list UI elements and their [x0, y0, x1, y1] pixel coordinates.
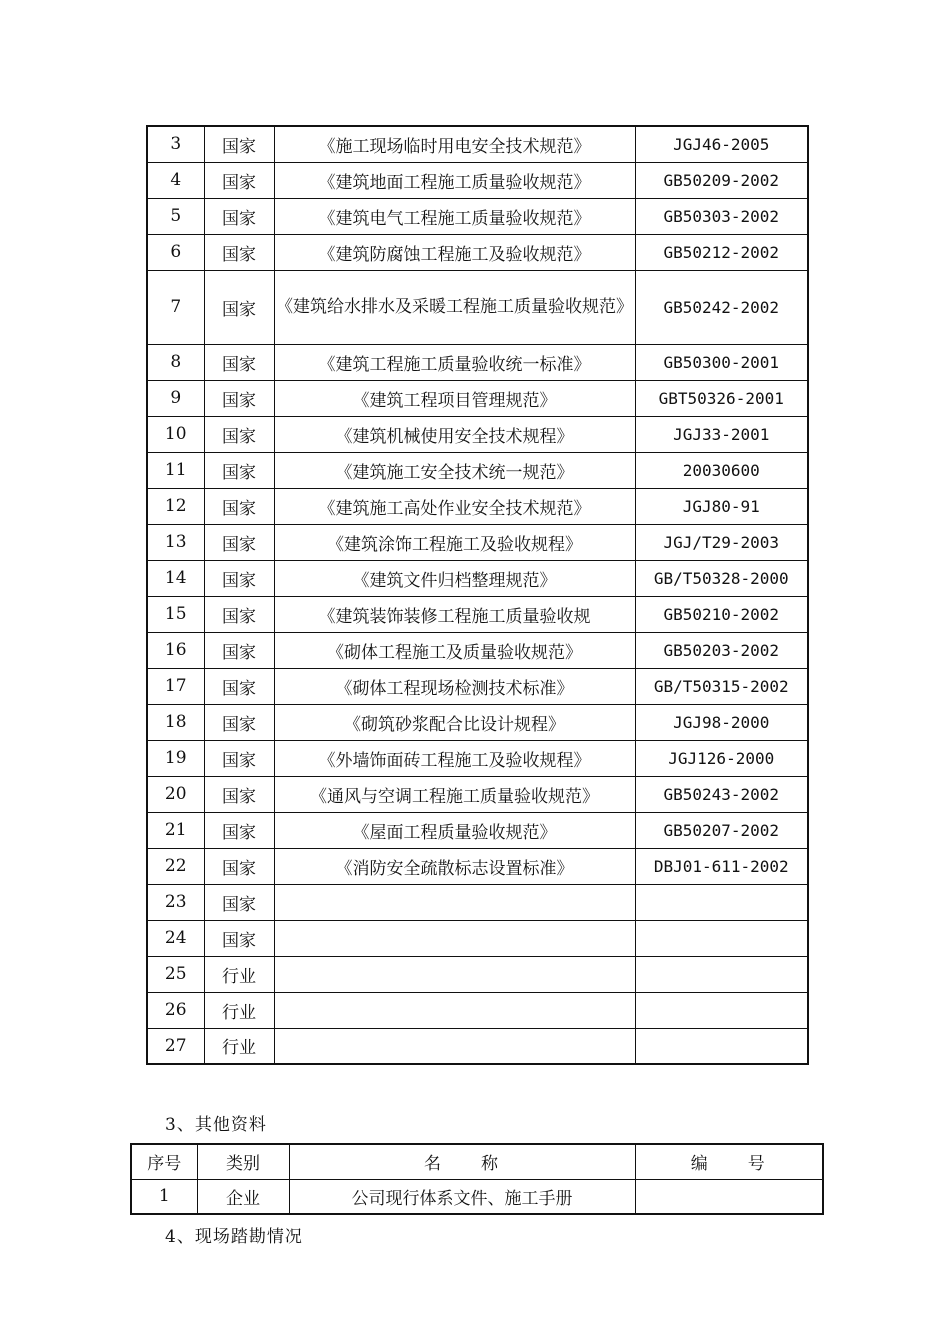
row-name [274, 1028, 635, 1064]
row-no: 27 [147, 1028, 204, 1064]
row-name: 《建筑电气工程施工质量验收规范》 [274, 198, 635, 234]
row-code: GB50210-2002 [635, 596, 808, 632]
table-row [147, 632, 808, 668]
row-code: GB/T50315-2002 [635, 668, 808, 704]
row-name: 《通风与空调工程施工质量验收规范》 [274, 776, 635, 812]
row-no: 14 [147, 560, 204, 596]
row-level: 国家 [204, 198, 274, 234]
row-name [274, 920, 635, 956]
row-level: 国家 [204, 812, 274, 848]
row-level: 国家 [204, 488, 274, 524]
row-code: JGJ33-2001 [635, 416, 808, 452]
row-no: 12 [147, 488, 204, 524]
row-name: 《砌体工程现场检测技术标准》 [274, 668, 635, 704]
row-no: 25 [147, 956, 204, 992]
table-row [147, 380, 808, 416]
row-name: 《消防安全疏散标志设置标准》 [274, 848, 635, 884]
section-4-heading: 4、现场踏勘情况 [165, 1227, 303, 1247]
row-name: 《建筑给水排水及采暖工程施工质量验收规范》 [274, 270, 635, 344]
table-row [131, 1179, 823, 1214]
row-level: 国家 [204, 884, 274, 920]
table-row [147, 992, 808, 1028]
table-row [147, 848, 808, 884]
header-no: 序号 [131, 1144, 197, 1179]
row-no: 26 [147, 992, 204, 1028]
row-level: 国家 [204, 270, 274, 344]
table-row [147, 668, 808, 704]
row-level: 行业 [204, 956, 274, 992]
table-row [147, 162, 808, 198]
row-no: 20 [147, 776, 204, 812]
row-no: 18 [147, 704, 204, 740]
header-code: 编 号 [635, 1144, 823, 1179]
row-no: 5 [147, 198, 204, 234]
row-code: JGJ126-2000 [635, 740, 808, 776]
table-row [147, 1028, 808, 1064]
row-code: JGJ80-91 [635, 488, 808, 524]
row-level: 行业 [204, 1028, 274, 1064]
table-row [147, 198, 808, 234]
row-code [635, 1179, 823, 1214]
row-code: DBJ01-611-2002 [635, 848, 808, 884]
row-code [635, 1028, 808, 1064]
row-code: GB50300-2001 [635, 344, 808, 380]
table-row [147, 776, 808, 812]
row-level: 国家 [204, 560, 274, 596]
table-row [147, 524, 808, 560]
row-code [635, 920, 808, 956]
table-row [147, 956, 808, 992]
row-no: 24 [147, 920, 204, 956]
row-code: GB50242-2002 [635, 270, 808, 344]
table-row [147, 416, 808, 452]
row-no: 16 [147, 632, 204, 668]
row-code: GB50243-2002 [635, 776, 808, 812]
row-code: GB50203-2002 [635, 632, 808, 668]
table-row [147, 344, 808, 380]
row-name [274, 992, 635, 1028]
row-code: JGJ98-2000 [635, 704, 808, 740]
row-code [635, 956, 808, 992]
row-code [635, 992, 808, 1028]
table-row [147, 812, 808, 848]
row-category: 企业 [197, 1179, 289, 1214]
row-name: 《建筑施工安全技术统一规范》 [274, 452, 635, 488]
row-no: 1 [131, 1179, 197, 1214]
row-no: 6 [147, 234, 204, 270]
row-no: 8 [147, 344, 204, 380]
row-no: 7 [147, 270, 204, 344]
table-row [147, 560, 808, 596]
row-name: 《外墙饰面砖工程施工及验收规程》 [274, 740, 635, 776]
row-level: 国家 [204, 452, 274, 488]
row-code: 20030600 [635, 452, 808, 488]
row-code: GB/T50328-2000 [635, 560, 808, 596]
row-code: GB50207-2002 [635, 812, 808, 848]
row-level: 国家 [204, 344, 274, 380]
row-name: 《建筑地面工程施工质量验收规范》 [274, 162, 635, 198]
row-level: 国家 [204, 632, 274, 668]
table-row [147, 704, 808, 740]
row-name [274, 884, 635, 920]
row-name: 《建筑工程施工质量验收统一标准》 [274, 344, 635, 380]
row-name: 《屋面工程质量验收规范》 [274, 812, 635, 848]
table-row [147, 488, 808, 524]
row-name: 《建筑机械使用安全技术规程》 [274, 416, 635, 452]
row-name: 《建筑装饰装修工程施工质量验收规 [274, 596, 635, 632]
section-3-heading: 3、其他资料 [165, 1115, 267, 1135]
row-level: 国家 [204, 740, 274, 776]
table-row [147, 596, 808, 632]
row-no: 21 [147, 812, 204, 848]
row-no: 23 [147, 884, 204, 920]
row-no: 22 [147, 848, 204, 884]
row-no: 10 [147, 416, 204, 452]
table-row [147, 126, 808, 162]
row-no: 4 [147, 162, 204, 198]
row-level: 国家 [204, 416, 274, 452]
table-row [147, 920, 808, 956]
standards-table [146, 125, 809, 1065]
other-table-header-row [131, 1144, 823, 1179]
header-category: 类别 [197, 1144, 289, 1179]
row-level: 国家 [204, 380, 274, 416]
row-no: 11 [147, 452, 204, 488]
row-level: 国家 [204, 126, 274, 162]
row-name: 《建筑施工高处作业安全技术规范》 [274, 488, 635, 524]
row-level: 国家 [204, 920, 274, 956]
row-code: GB50209-2002 [635, 162, 808, 198]
row-level: 国家 [204, 668, 274, 704]
table-row [147, 270, 808, 344]
row-code: JGJ46-2005 [635, 126, 808, 162]
row-code: GB50212-2002 [635, 234, 808, 270]
row-code: GBT50326-2001 [635, 380, 808, 416]
row-name: 《建筑工程项目管理规范》 [274, 380, 635, 416]
row-level: 国家 [204, 596, 274, 632]
row-no: 15 [147, 596, 204, 632]
row-name: 《砌筑砂浆配合比设计规程》 [274, 704, 635, 740]
header-name: 名 称 [289, 1144, 635, 1179]
row-no: 19 [147, 740, 204, 776]
row-no: 17 [147, 668, 204, 704]
row-no: 13 [147, 524, 204, 560]
row-code: JGJ/T29-2003 [635, 524, 808, 560]
standards-table-body [147, 126, 808, 1064]
row-level: 国家 [204, 234, 274, 270]
row-code [635, 884, 808, 920]
table-row [147, 740, 808, 776]
row-level: 行业 [204, 992, 274, 1028]
row-level: 国家 [204, 776, 274, 812]
row-name: 《施工现场临时用电安全技术规范》 [274, 126, 635, 162]
row-name: 《建筑涂饰工程施工及验收规程》 [274, 524, 635, 560]
row-name: 公司现行体系文件、施工手册 [289, 1179, 635, 1214]
row-no: 3 [147, 126, 204, 162]
row-code: GB50303-2002 [635, 198, 808, 234]
row-name: 《建筑文件归档整理规范》 [274, 560, 635, 596]
row-name: 《砌体工程施工及质量验收规范》 [274, 632, 635, 668]
row-name [274, 956, 635, 992]
row-level: 国家 [204, 162, 274, 198]
other-materials-table [130, 1143, 824, 1215]
row-level: 国家 [204, 524, 274, 560]
table-row [147, 234, 808, 270]
row-level: 国家 [204, 848, 274, 884]
table-row [147, 452, 808, 488]
row-name: 《建筑防腐蚀工程施工及验收规范》 [274, 234, 635, 270]
table-row [147, 884, 808, 920]
row-no: 9 [147, 380, 204, 416]
row-level: 国家 [204, 704, 274, 740]
